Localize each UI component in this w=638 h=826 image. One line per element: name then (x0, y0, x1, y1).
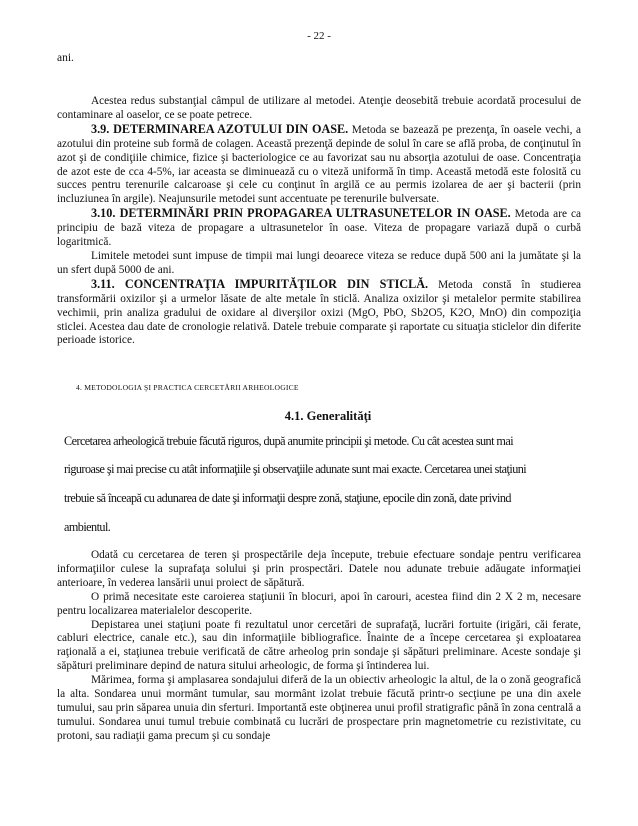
paragraph-limits: Limitele metodei sunt impuse de timpii mai lungi deoarece viteza se reduce după 500 ani la jumătate şi la un sfert după 5000 de ani. (57, 249, 581, 276)
paragraph-3-10 (57, 207, 581, 250)
paragraph-3-11 (57, 278, 581, 349)
paragraph-3-9 (57, 123, 581, 207)
paragraph-grid-squares: O primă necesitate este caroierea staţiunii în blocuri, apoi în carouri, acestea fiind din 2 X 2 m, necesare pentru localizarea materialelor descoperite. (57, 590, 581, 617)
text-3-11: Metoda constă în studierea transformării oxizilor şi a urmelor lăsate de alte metale în sticlă. Analiza oxizilor şi metalelor permite stabilirea vechimii, prin analiza gradului de oxidare al diverşilor oxizi (MgO, PbO, Sb2O5, K2O, MnO) din compoziţia sticlei. Acestea dau date de cronologie relativă. Datele trebuie comparate şi raportate cu situaţia sticlelor din diferite perioade istorice. (57, 278, 581, 347)
paragraph-site-detection: Depistarea unei staţiuni poate fi rezultatul unor cercetări de suprafaţă, lucrări fortuite (irigări, căi ferate, cabluri electrice, canale etc.), sau din informaţiile bibliografice. Înainte de a începe cercetarea şi exploatarea raţională a ei, staţiunea trebuie verificată de către arheolog prin sondaje şi săpături preliminare. Aceste sondaje şi săpături preliminare depind de natura sitului arheologic, de forma şi întinderea lui. (57, 618, 581, 673)
heading-3-9: 3.9. DETERMINAREA AZOTULUI DIN OASE. (91, 121, 349, 136)
text-3-10: Metoda are ca principiu de bază viteza de propagare a ultrasunetelor în oase. Viteza de propagare variază după o curbă logaritmică. (57, 208, 581, 249)
text-3-9: Metoda se bazează pe prezenţa, în oasele vechi, a azotului din proteine sub formă de colagen. Această prezenţă depinde de solul în care se află proba, de conţinutul în azot şi de condiţiile chimice, fizice şi bacteriologice ce au favorizat sau nu absorţia azotului de oase. Concentraţia de azot este de cca 4-5%, iar aceasta se diminuează cu o viteză uniformă în timp. Această metodă este folosită cu succes pentru terenurile calcaroase şi cele cu conţinut în argilă ce au permis izolarea de aer şi bacterii (prin incluziunea în argile). Neajunsurile metodei sunt accentuate pe terenurile bulversate. (57, 123, 581, 206)
heading-3-11: 3.11. CONCENTRAŢIA IMPURITĂŢILOR DIN STICLĂ. (91, 276, 429, 291)
wide-line-1: Cercetarea arheologică trebuie făcută riguros, după anumite principii şi metode. Cu cât acestea sunt mai (64, 434, 514, 448)
paragraph-sounding: Mărimea, forma şi amplasarea sondajului diferă de la un obiectiv arheologic la altul, de la o zonă geografică la alta. Sondarea unui mormânt tumular, sau mormânt izolat trebuie făcută printr-o secţiune pe una din axele tumului, sau prin săparea unuia din sferturi. Importantă este obţinerea unui profil stratigrafic până în zona centrală a tumului. Sondarea unui tumul trebuie combinată cu lucrări de prospectare prin magnetometrie cu rezistivitate, cu protoni, sau radiaţii gama precum şi cu sondaje (57, 674, 581, 742)
paragraph-contamination: Acestea redus substanţial câmpul de utilizare al metodei. Atenţie deosebită trebuie acordată procesului de contaminare al oaselor, ce se poate petrece. (57, 95, 581, 121)
paragraph-field-research: Odată cu cercetarea de teren şi prospectările deja începute, trebuie efectuare sondaje pentru verificarea informaţiilor culese la suprafaţa solului şi prin prospectări. Datele nou adunate trebuie adăugate informaţiei anterioare, în vederea lansării unui proiect de săpătură. (57, 549, 581, 589)
section-4-1-block (57, 549, 581, 744)
chapter-heading: 4. METODOLOGIA ŞI PRACTICA CERCETĂRII ARHEOLOGICE (76, 383, 299, 392)
wide-line-3: trebuie să înceapă cu adunarea de date şi informaţii despre zonă, staţiune, epocile din zonă, date privind (64, 491, 511, 505)
carry-over-text: ani. (57, 52, 74, 64)
section-title-4-1 (0, 409, 638, 424)
section-3-block (57, 95, 581, 348)
wide-line-4: ambientul. (64, 520, 111, 534)
heading-3-10: 3.10. DETERMINĂRI PRIN PROPAGAREA ULTRASUNETELOR IN OASE. (91, 206, 511, 221)
page-number: - 22 - (307, 30, 331, 42)
wide-line-2: riguroase şi mai precise cu atât informaţiile şi observaţiile adunate sunt mai exacte. Cercetarea unei staţiuni (64, 462, 527, 476)
section-title-4-1-text: 4.1. Generalităţi (284, 409, 372, 423)
